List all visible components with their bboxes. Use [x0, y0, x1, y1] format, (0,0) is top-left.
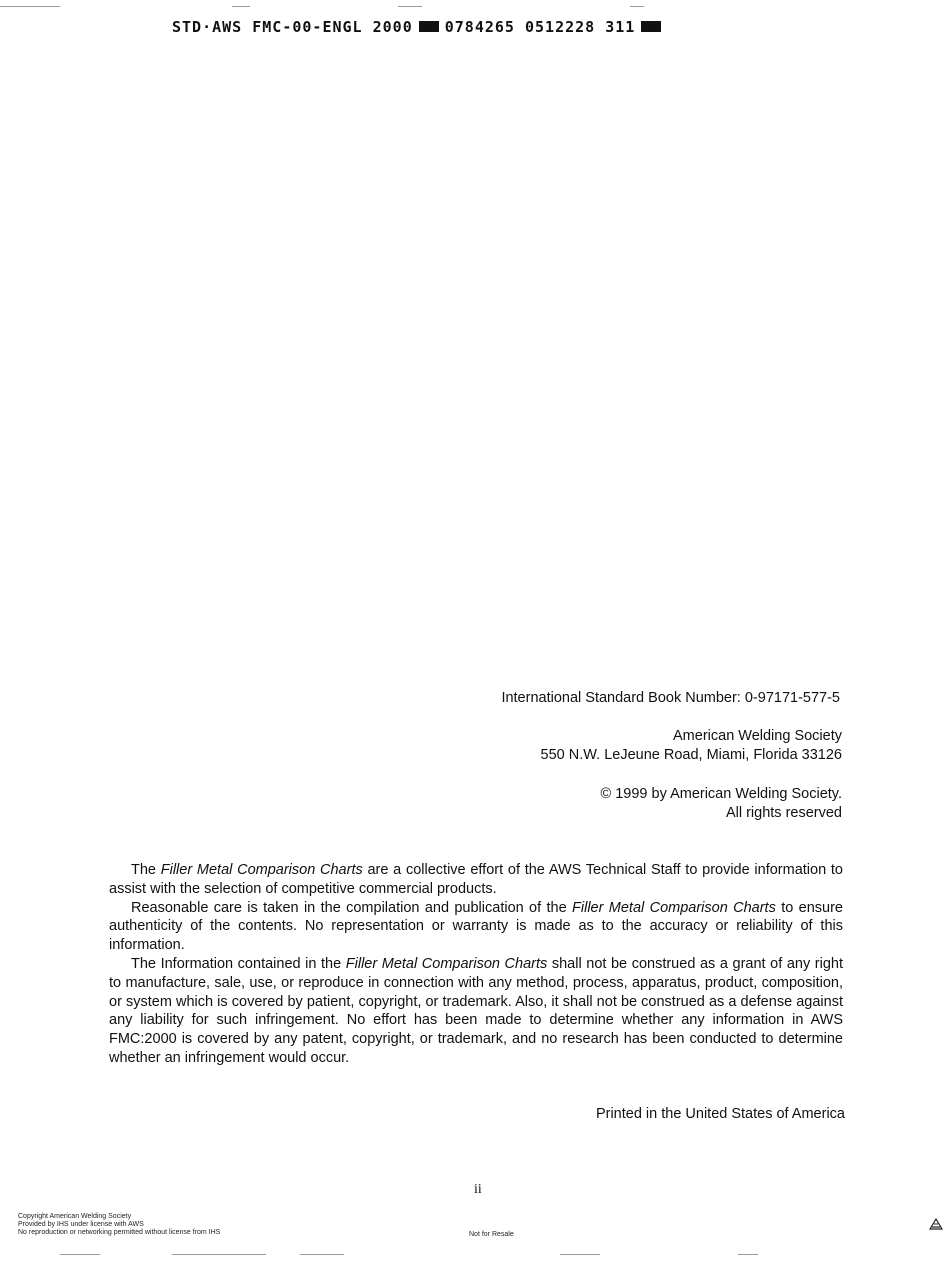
- text: The: [131, 862, 161, 878]
- text: are a collective effort of the AWS Technical Staff to provide information to assist with the selection of competitive commercial products.: [109, 862, 843, 897]
- license-footer: [18, 1213, 220, 1237]
- publisher-address: 550 N.W. LeJeune Road, Miami, Florida 33126: [540, 747, 842, 763]
- scan-artifact: [232, 6, 250, 7]
- scan-artifact: [398, 6, 422, 7]
- paragraph-2: [109, 899, 843, 955]
- document-code-header: [172, 18, 667, 36]
- scan-artifact: [300, 1254, 344, 1255]
- scan-artifact: [60, 1254, 100, 1255]
- rights-line: All rights reserved: [725, 805, 842, 821]
- barcode-number: 0784265 0512228 311: [444, 18, 636, 36]
- footer-copyright: Copyright American Welding Society: [18, 1213, 132, 1220]
- text: The Information contained in the: [131, 955, 346, 972]
- scan-artifact: [630, 6, 644, 7]
- text: to ensure authenticity of the contents. No representation or warranty is made as to the accuracy or reliability of this information.: [109, 899, 843, 954]
- page-number: ii: [474, 1182, 482, 1197]
- copyright-line: © 1999 by American Welding Society.: [600, 786, 842, 802]
- scan-artifact: [0, 6, 60, 7]
- publisher-block: [541, 727, 842, 765]
- scan-artifact: [560, 1254, 600, 1255]
- paragraph-1: [109, 861, 843, 899]
- footer-provider: Provided by IHS under license with AWS: [18, 1221, 144, 1228]
- publication-title: Filler Metal Comparison Charts: [160, 862, 363, 878]
- publication-title: Filler Metal Comparison Charts: [572, 899, 776, 916]
- black-block-mark: [641, 21, 661, 32]
- printed-in-line: Printed in the United States of America: [595, 1106, 845, 1122]
- black-block-mark: [419, 21, 439, 32]
- not-for-resale: Not for Resale: [469, 1231, 514, 1238]
- publisher-name: American Welding Society: [673, 728, 842, 744]
- ihs-logo-icon: [928, 1216, 944, 1232]
- copyright-block: [601, 785, 842, 823]
- publication-title: Filler Metal Comparison Charts: [345, 955, 548, 972]
- text: Reasonable care is taken in the compilation and publication of the: [131, 899, 573, 916]
- footer-restriction: No reproduction or networking permitted without license from IHS: [18, 1229, 221, 1236]
- disclaimer-body: [109, 861, 843, 1068]
- scan-artifact: [738, 1254, 758, 1255]
- document-code: STD·AWS FMC-00-ENGL 2000: [172, 18, 413, 36]
- scan-artifact: [172, 1254, 266, 1255]
- text: shall not be construed as a grant of any right to manufacture, sale, use, or reproduce in connection with any method, process, apparatus, product, composition, or system which is covered by patient, copyright, or trademark. Also, it shall not be construed as a defense against any liability for such infringement. No effort has been made to determine whether any information in AWS FMC:2000 is covered by any patent, copyright, or trademark, and no research has been conducted to determine whether an infringement would occur.: [109, 955, 843, 1066]
- isbn-line: International Standard Book Number: 0-97171-577-5: [501, 690, 840, 706]
- paragraph-3: [109, 955, 843, 1068]
